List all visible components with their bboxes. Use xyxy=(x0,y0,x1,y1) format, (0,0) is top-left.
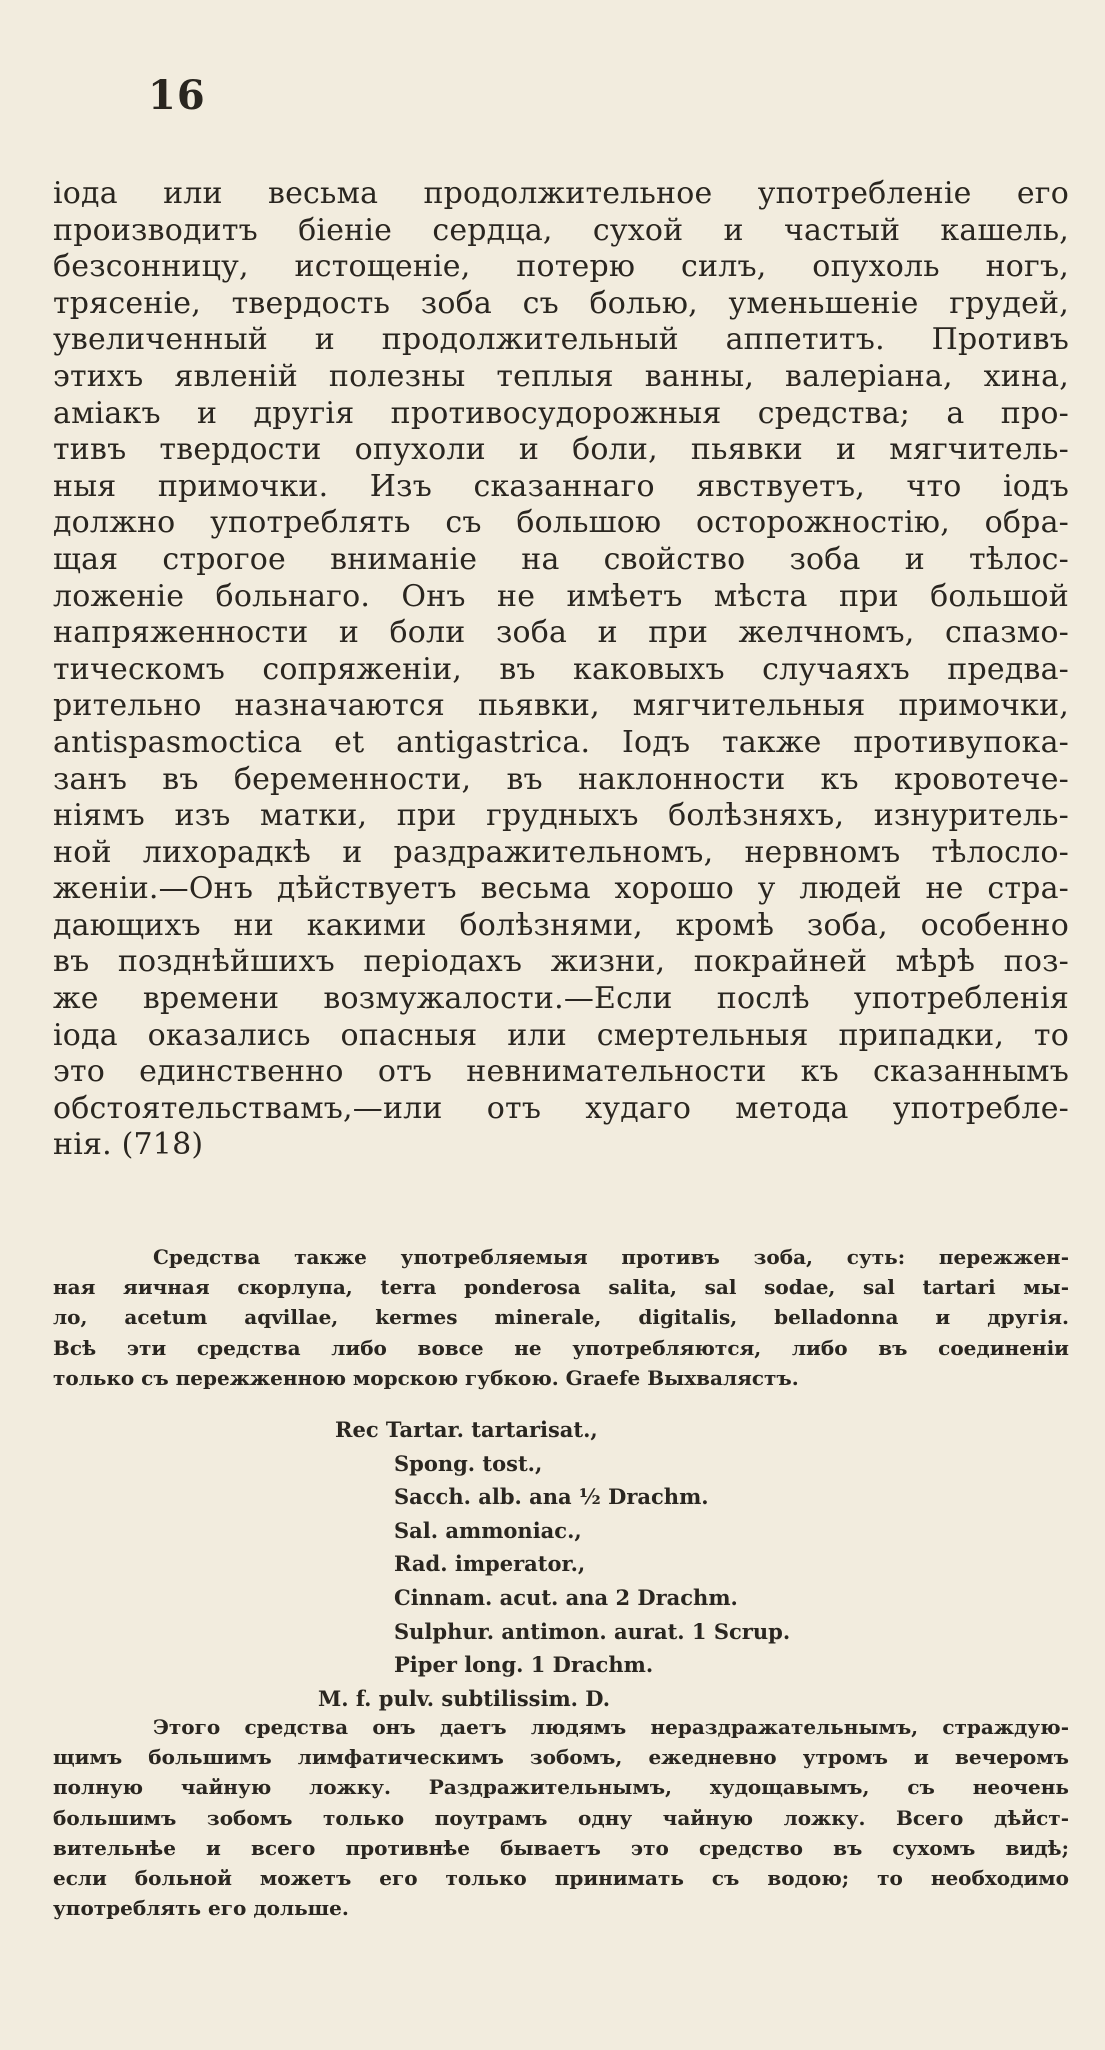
prescription-head: Rec Tartar. tartarisat., xyxy=(335,1417,598,1442)
text-line: это единственно отъ невнимательности къ сказаннымъ xyxy=(53,1054,1069,1090)
usage-line: если больной можетъ его только принимать съ водою; то необходимо xyxy=(53,1865,1069,1890)
text-line: женіи.—Онъ дѣйствуетъ весьма хорошо у людей не стра- xyxy=(53,871,1069,907)
text-line: рительно назначаются пьявки, мягчительныя примочки, xyxy=(53,688,1069,724)
usage-line: употреблять его дольше. xyxy=(53,1896,349,1921)
prescription-item: Sulphur. antimon. aurat. 1 Scrup. xyxy=(394,1618,791,1644)
note-line: Всѣ эти средства либо вовсе не употребляются, либо въ соединеніи xyxy=(53,1335,1069,1360)
text-line: ныя примочки. Изъ сказаннаго явствуетъ, что іодъ xyxy=(53,468,1069,504)
text-line: ной лихорадкѣ и раздражительномъ, нервномъ тѣлосло- xyxy=(53,834,1069,870)
usage-line: Этого средства онъ даетъ людямъ нераздражательнымъ, страждую- xyxy=(153,1715,1069,1739)
prescription-item: Rad. imperator., xyxy=(394,1551,586,1577)
text-line: щая строгое вниманіе на свойство зоба и тѣлос- xyxy=(53,541,1069,577)
text-line: дающихъ ни какими болѣзнями, кромѣ зоба, особенно xyxy=(53,907,1069,943)
text-line: іода оказались опасныя или смертельныя припадки, то xyxy=(53,1017,1069,1053)
page-number: 16 xyxy=(148,72,206,119)
note-line: Средства также употребляемыя противъ зоба, суть: пережжен- xyxy=(153,1245,1069,1269)
text-line: ніямъ изъ матки, при грудныхъ болѣзняхъ, изнуритель- xyxy=(53,798,1069,834)
usage-line: щимъ большимъ лимфатическимъ зобомъ, ежедневно утромъ и вечеромъ xyxy=(53,1745,1069,1770)
text-line: нія. (718) xyxy=(53,1127,204,1163)
note-line: ная яичная скорлупа, terra ponderosa salita, sal sodae, sal tartari мы- xyxy=(53,1275,1069,1300)
usage-line: вительнѣе и всего противнѣе бываетъ это средство въ сухомъ видѣ; xyxy=(53,1835,1069,1860)
footnote-remedies xyxy=(53,1242,1069,1393)
text-line: тическомъ сопряженіи, въ каковыхъ случаяхъ предва- xyxy=(53,651,1069,687)
text-line: въ позднѣйшихъ періодахъ жизни, покрайней мѣрѣ поз- xyxy=(53,944,1069,980)
note-line: ло, acetum aqvillae, kermes minerale, digitalis, belladonna и другія. xyxy=(53,1305,1069,1330)
prescription-item: Sacch. alb. ana ½ Drachm. xyxy=(394,1484,709,1510)
main-paragraph xyxy=(53,176,1069,1164)
text-line: напряженности и боли зоба и при желчномъ, спазмо- xyxy=(53,615,1069,651)
prescription xyxy=(0,1413,1105,1715)
usage-line: полную чайную ложку. Раздражительнымъ, худощавымъ, съ неочень xyxy=(53,1775,1069,1800)
text-line: обстоятельствамъ,—или отъ худаго метода употребле- xyxy=(53,1090,1069,1126)
text-line: производитъ біеніе сердца, сухой и частый кашель, xyxy=(53,212,1069,248)
text-line: тивъ твердости опухоли и боли, пьявки и мягчитель- xyxy=(53,432,1069,468)
text-line: трясеніе, твердость зоба съ болью, уменьшеніе грудей, xyxy=(53,285,1069,321)
note-line: только съ пережженною морскою губкою. Graefe Выхвалястъ. xyxy=(53,1365,799,1390)
text-line: этихъ явленій полезны теплыя ванны, валеріана, хина, xyxy=(53,358,1069,394)
text-line: antispasmoctica et antigastrica. Іодъ также противупока- xyxy=(53,724,1069,760)
text-line: же времени возмужалости.—Если послѣ употребленія xyxy=(53,981,1069,1017)
text-line: должно употреблять съ большою осторожностію, обра- xyxy=(53,505,1069,541)
prescription-item: Cinnam. acut. ana 2 Drachm. xyxy=(394,1584,738,1610)
usage-line: большимъ зобомъ только поутрамъ одну чайную ложку. Всего дѣйст- xyxy=(53,1805,1069,1830)
text-line: амiакъ и другія противосудорожныя средства; а про- xyxy=(53,395,1069,431)
prescription-foot: M. f. pulv. subtilissim. D. xyxy=(318,1685,611,1711)
text-line: занъ въ беременности, въ наклонности къ кровотече- xyxy=(53,761,1069,797)
text-line: ложеніе больнаго. Онъ не имѣетъ мѣста при большой xyxy=(53,578,1069,614)
text-line: увеличенный и продолжительный аппетитъ. Противъ xyxy=(53,322,1069,358)
prescription-item: Spong. tost., xyxy=(394,1450,543,1476)
prescription-item: Piper long. 1 Drachm. xyxy=(394,1652,654,1678)
text-line: іода или весьма продолжительное употребленіе его xyxy=(53,176,1069,211)
usage-paragraph xyxy=(53,1712,1069,1923)
text-line: безсонницу, истощеніе, потерю силъ, опухоль ногъ, xyxy=(53,249,1069,285)
prescription-item: Sal. ammoniac., xyxy=(394,1517,582,1543)
